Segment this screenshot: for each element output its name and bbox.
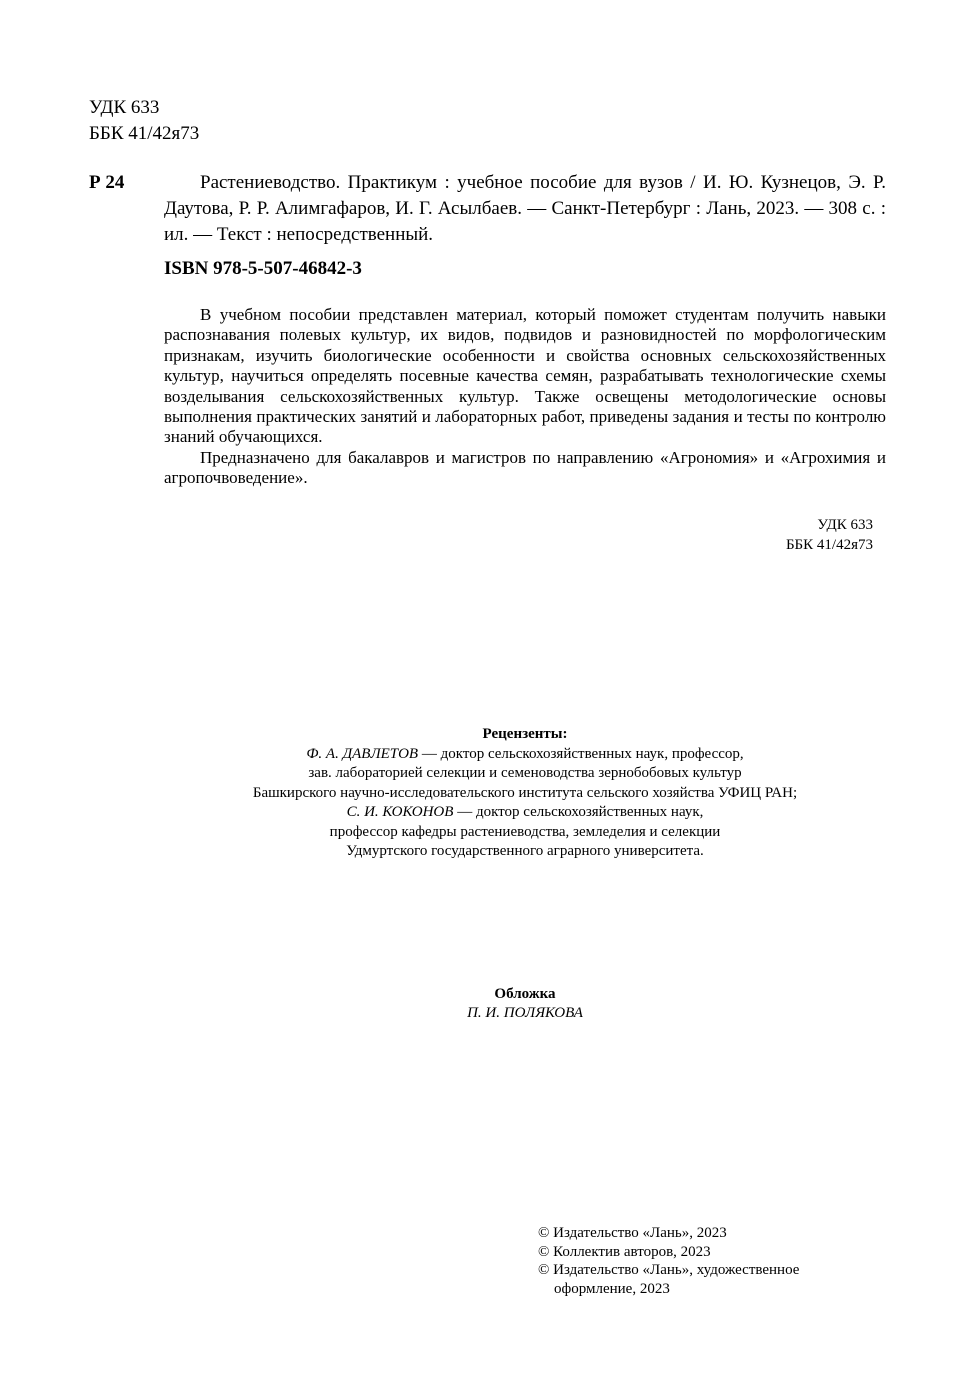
copyright-line: © Издательство «Лань», художественное оформление, 2023 — [538, 1262, 800, 1297]
reviewer-line: профессор кафедры растениеводства, земледелия и селекции — [329, 823, 721, 840]
annotation — [164, 305, 886, 489]
reviewer-line: Удмуртского государственного аграрного университета. — [346, 843, 704, 859]
reviewer-name: С. И. КОКОНОВ — [346, 804, 454, 820]
bbk-index: ББК 41/42я73 — [785, 537, 873, 553]
copyright-line: © Коллектив авторов, 2023 — [538, 1243, 711, 1260]
annotation-paragraph: Предназначено для бакалавров и магистров по направлению «Агрономия» и «Агрохимия и агропочвоведение». — [164, 447, 886, 488]
bbk-index: ББК 41/42я73 — [89, 123, 200, 144]
classification-block-top — [89, 95, 199, 147]
cover-designer: П. И. ПОЛЯКОВА — [467, 1005, 583, 1021]
author-mark-code: Р 24 — [89, 172, 125, 193]
reviewer-line: зав. лабораторией селекции и семеноводства зернобобовых культур — [308, 765, 742, 781]
reviewers-block — [180, 725, 870, 862]
udk-index: УДК 633 — [89, 97, 160, 118]
cover-heading: Обложка — [494, 986, 556, 1002]
isbn: ISBN 978-5-507-46842-3 — [164, 258, 362, 279]
annotation-paragraph: В учебном пособии представлен материал, который поможет студентам получить навыки распознавания полевых культур, их видов, подвидов и разновидностей по морфологическим признакам, изучить биологические особенности и свойства основных сельскохозяйственных культур, научиться определять посевные качества семян, разрабатывать технологические схемы возделывания сельскохозяйственных культур. Также освещены методологические основы выполнения практических занятий и лабораторных работ, приведены задания и тесты по контролю знаний обучающихся. — [164, 305, 886, 447]
reviewer-line — [180, 745, 870, 765]
reviewer-line: Башкирского научно-исследовательского института сельского хозяйства УФИЦ РАН; — [252, 784, 798, 801]
udk-index: УДК 633 — [817, 517, 873, 533]
reviewer-credentials: — доктор сельскохозяйственных наук, — [453, 804, 704, 820]
reviewers-heading: Рецензенты: — [482, 726, 568, 742]
reviewer-name: Ф. А. ДАВЛЕТОВ — [306, 745, 419, 762]
reviewer-credentials: — доктор сельскохозяйственных наук, профессор, — [418, 745, 744, 762]
classification-block-right — [740, 515, 873, 555]
reviewer-line — [180, 803, 870, 823]
copyright-line: © Издательство «Лань», 2023 — [538, 1225, 727, 1241]
cover-credit — [425, 985, 625, 1023]
bibliographic-description: Растениеводство. Практикум : учебное пособие для вузов / И. Ю. Кузнецов, Э. Р. Даутова, Р. Р. Алимгафаров, И. Г. Асылбаев. — Санкт-Петербург : Лань, 2023. — 308 с. : ил. — Текст : непосредственный. — [164, 172, 886, 245]
copyright-block — [538, 1224, 858, 1298]
